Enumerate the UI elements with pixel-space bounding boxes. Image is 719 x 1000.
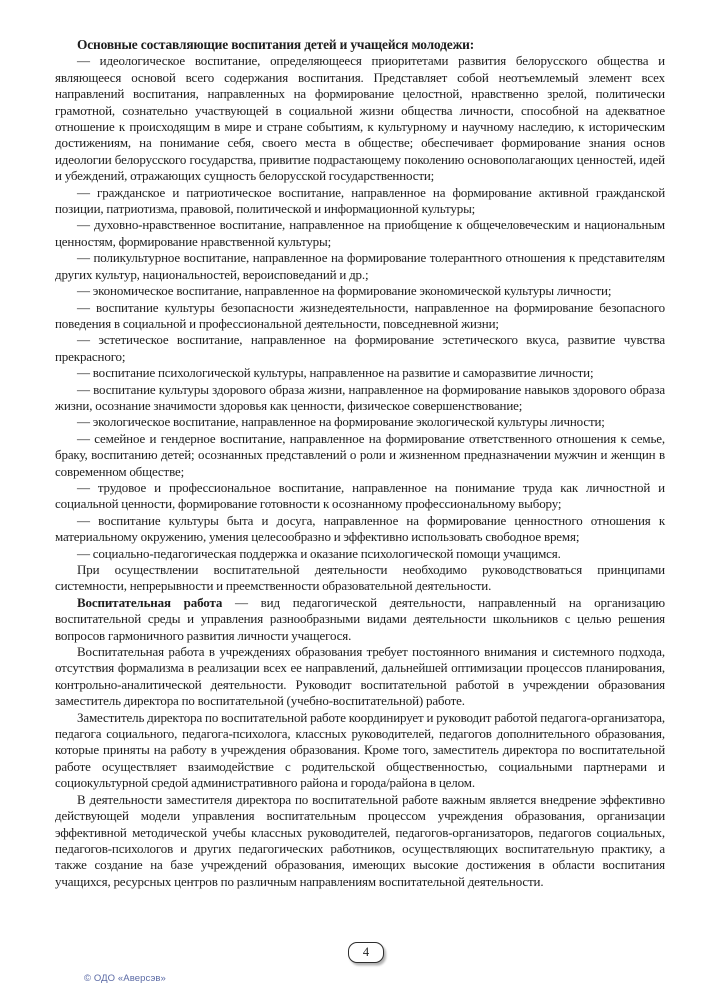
paragraph-labor-professional: — трудовое и профессиональное воспитание, направленное на понимание труда как личностной и социальной ценности, формирование готовности к осознанному профессиональному выбору; [55, 479, 665, 512]
copyright-notice: © ОДО «Аверсэв» [84, 973, 166, 984]
paragraph-ecological: — экологическое воспитание, направленное на формирование экологической культуры личности; [77, 414, 605, 430]
paragraph-work-in-institutions: Воспитательная работа в учреждениях образования требует постоянного внимания и системного подхода, отсутствия формализма в реализации всех ее направлений, дальнейшей оптимизации процессов планирования, контрольно-аналитической деятельности. Руководит воспитательной работой в учреждении образования заместитель директора по воспитательной (учебно-воспитательной) работе. [55, 644, 665, 709]
term-vospitatelnaya-rabota: Воспитательная работа [77, 594, 223, 610]
text-block [55, 37, 665, 890]
paragraph-ideological-upbringing: — идеологическое воспитание, определяющееся приоритетами развития белорусского общества и являющееся основой всего содержания воспитания. Представляет собой неотъемлемый элемент всех направлений воспитания, направленных на формирование целостной, нравственно зрелой, политически грамотной, сознательно участвующей в социальной жизни общества личности, способной на адекватное отношение к происходящим в мире и стране событиям, к культурному и научному наследию, к историческим достижениям, на понимание себя, своего места в обществе; обеспечивает формирование знания основ идеологии белорусского государства, привитие подрастающему поколению основополагающих ценностей, идей и убеждений, отражающих сущность белорусской государственности; [55, 53, 665, 184]
paragraph-deputy-director-coordination: Заместитель директора по воспитательной работе координирует и руководит работой педагога-организатора, педагога социального, педагога-психолога, классных руководителей, педагогов дополнительного образования, которые приняты на работу в учреждения образования. Кроме того, заместитель директора по воспитательной работе осуществляет взаимодействие с родительской общественностью, социальными партнерами и социокультурной средой административного района и города/района в целом. [55, 709, 665, 791]
paragraph-vospitatelnaya-rabota-definition [55, 595, 665, 644]
paragraph-family-gender: — семейное и гендерное воспитание, направленное на формирование ответственного отношения к семье, браку, воспитанию детей; осознанных представлений о роли и жизненном предназначении мужчин и женщин в современном обществе; [55, 430, 665, 479]
section-heading: Основные составляющие воспитания детей и учащейся молодежи: [77, 37, 475, 52]
paragraph-psychological-culture: — воспитание психологической культуры, направленное на развитие и саморазвитие личности; [77, 365, 594, 381]
paragraph-deputy-director-activity: В деятельности заместителя директора по воспитательной работе важным является внедрение эффективно действующей модели управления воспитательным процессом учреждения образования, организации эффективной методической учебы классных руководителей, педагогов-организаторов, педагогов социальных, педагогов-психологов и других педагогических работников, осуществляющих воспитательную практику, а также создание на базе учреждений образования, имеющих высокие достижения в области воспитания учащихся, ресурсных центров по различным направлениям воспитательной деятельности. [55, 791, 665, 889]
paragraph-economic: — экономическое воспитание, направленное на формирование экономической культуры личности; [77, 283, 612, 299]
paragraph-social-pedagogical-support: — социально-педагогическая поддержка и оказание психологической помощи учащимся. [77, 545, 561, 561]
paragraph-aesthetic: — эстетическое воспитание, направленное на формирование эстетического вкуса, развитие чувства прекрасного; [55, 332, 665, 364]
page-number-badge [348, 942, 384, 963]
paragraph-civic-patriotic: — гражданское и патриотическое воспитание, направленное на формирование активной гражданской позиции, патриотизма, правовой, политической и информационной культуры; [55, 184, 665, 217]
paragraph-life-safety-culture: — воспитание культуры безопасности жизнедеятельности, направленное на формирование безопасного поведения в социальной и профессиональной деятельности, повседневной жизни; [55, 299, 665, 331]
definition-text: — вид педагогической деятельности, направленный на организацию воспитательной среды и управления разнообразными видами деятельности школьников с целью решения вопросов гармоничного развития личности учащегося. [55, 594, 665, 643]
page-number: 4 [362, 945, 370, 959]
paragraph-everyday-leisure-culture: — воспитание культуры быта и досуга, направленное на формирование ценностного отношения к материальному окружению, умения целесообразно и эффективно использовать свободное время; [55, 512, 665, 545]
paragraph-polycultural: — поликультурное воспитание, направленное на формирование толерантного отношения к представителям других культур, национальностей, вероисповеданий и др.; [55, 250, 665, 282]
paragraph-healthy-lifestyle: — воспитание культуры здорового образа жизни, направленное на формирование навыков здорового образа жизни, осознание значимости здоровья как ценности, физическое совершенствование; [55, 381, 665, 413]
paragraph-principles: При осуществлении воспитательной деятельности необходимо руководствоваться принципами системности, непрерывности и преемственности образовательной деятельности. [55, 562, 665, 594]
paragraph-spiritual-moral: — духовно-нравственное воспитание, направленное на приобщение к общечеловеческим и национальным ценностям, формирование нравственной культуры; [55, 217, 665, 249]
